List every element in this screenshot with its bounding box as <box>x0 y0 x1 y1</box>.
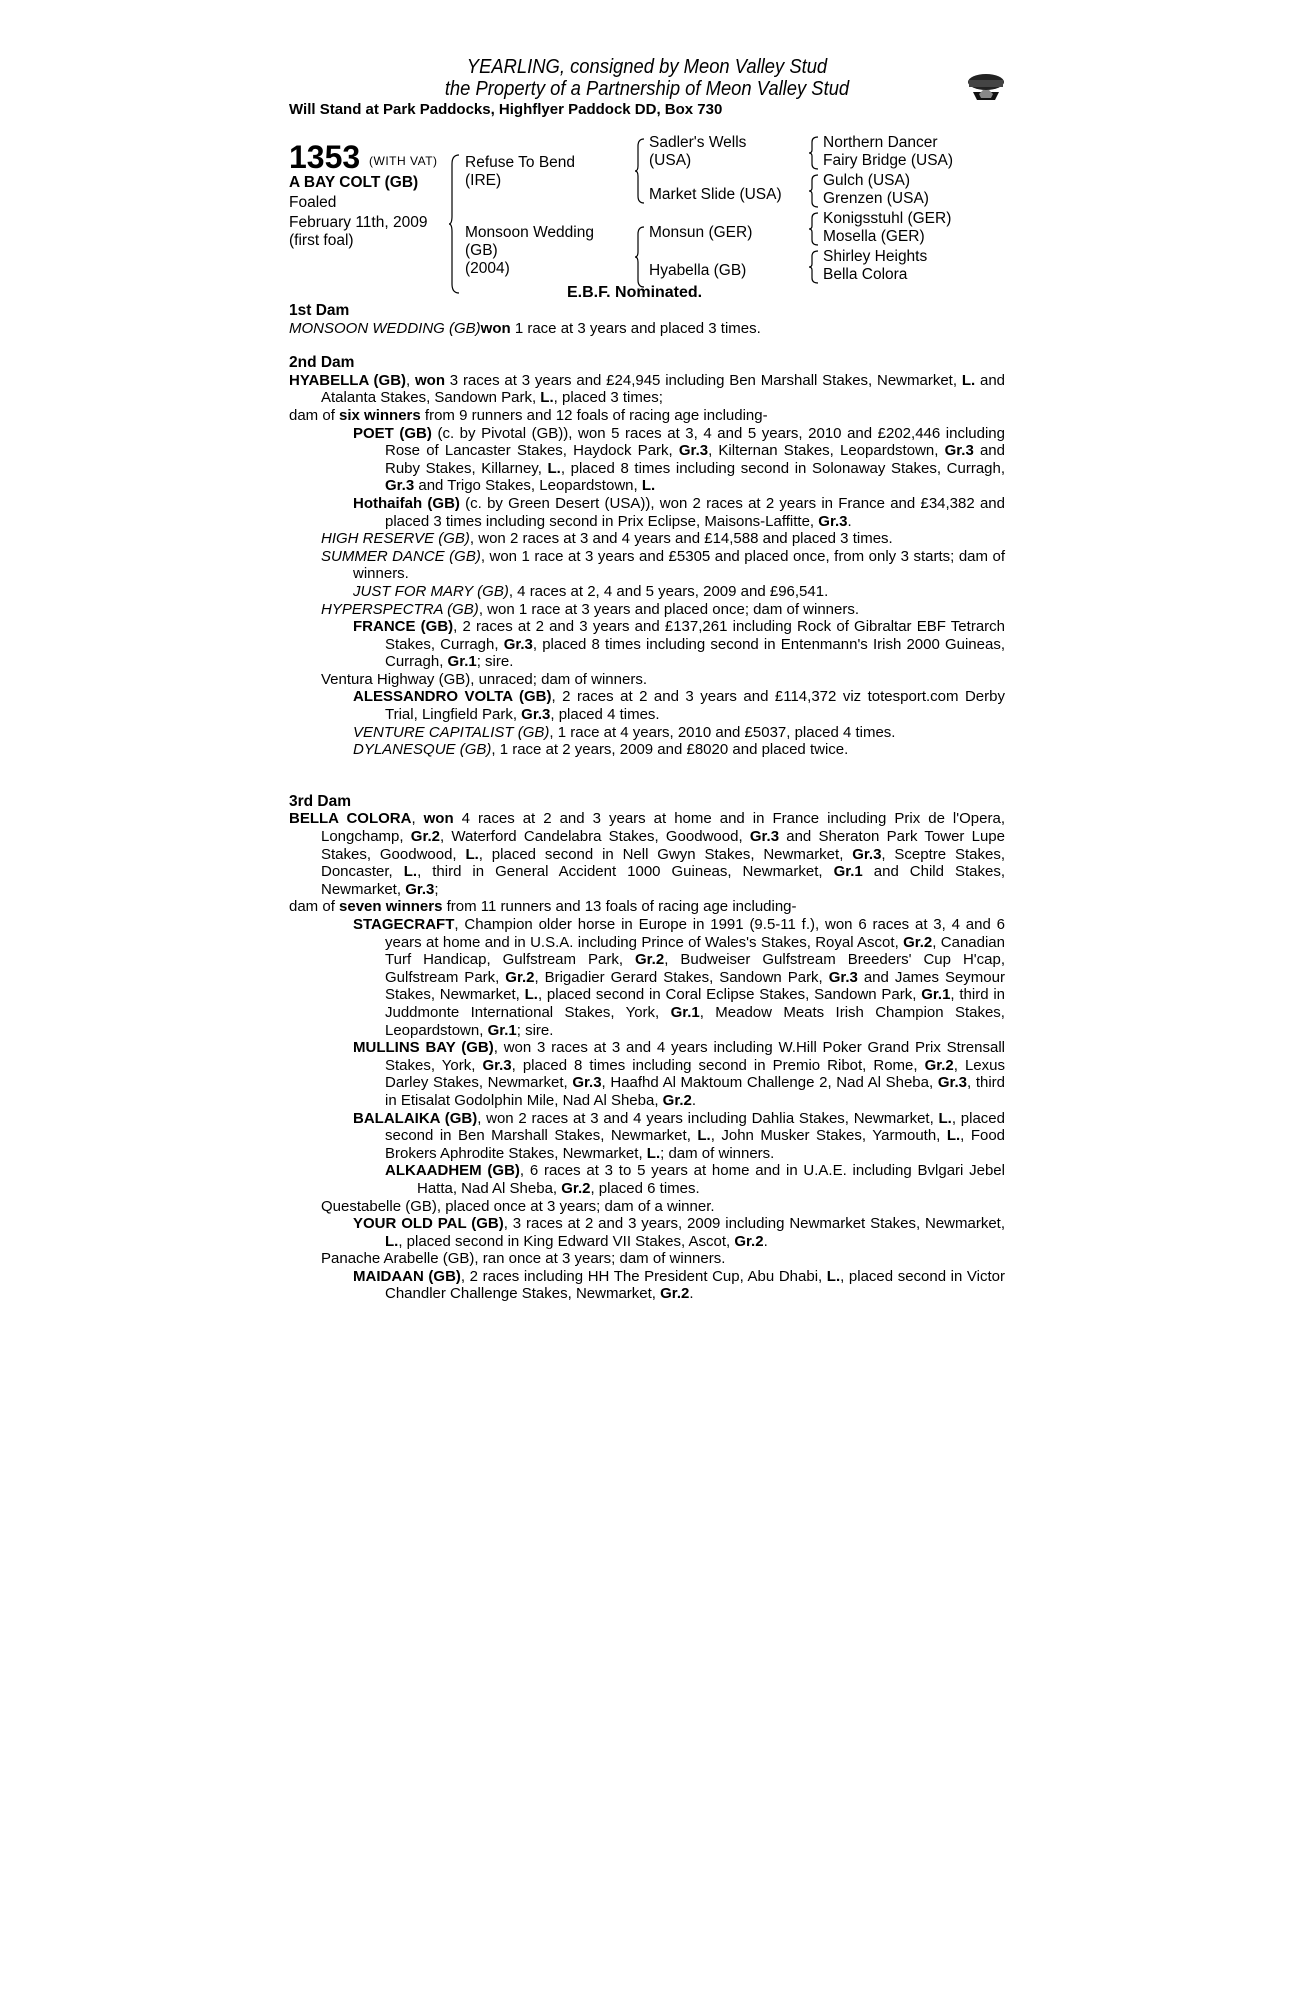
text-run: , Kilternan Stakes, Leopardstown, <box>708 442 945 460</box>
text-run: (c. by Green Desert (USA)), won 2 races at 2 years in France and £34,382 and placed 3 times including second in Prix Eclipse, Maisons-Laffitte, <box>385 494 1005 530</box>
bold-text: Hothaifah (GB) <box>353 494 460 512</box>
g3-7: Shirley Heights <box>823 248 928 265</box>
text-run: from 9 runners and 12 foals of racing age including- <box>420 406 768 424</box>
italic-text: VENTURE CAPITALIST (GB) <box>353 723 550 741</box>
text-run: , 4 races at 2, 4 and 5 years, 2009 and £96,541. <box>508 582 829 600</box>
third-dam-main: BELLA COLORA, won 4 races at 2 and 3 years at home and in France including Prix de l'Opera, Longchamp, Gr.2, Waterford Candelabra Stakes, Goodwood, Gr.3 and Sheraton Park Tower Lupe Stakes, Goodwood, L., placed second in Nell Gwyn Stakes, Newmarket, Gr.3, Sceptre Stakes, Doncaster, L., third in General Accident 1000 Guineas, Newmarket, Gr.1 and Child Stakes, Newmarket, Gr.3; <box>289 810 1005 898</box>
italic-text: MONSOON WEDDING (GB) <box>289 319 481 337</box>
text-run: and Trigo Stakes, Leopardstown, <box>414 477 642 495</box>
bold-text: Gr.2 <box>924 1056 954 1074</box>
text-run: , John Musker Stakes, Yarmouth, <box>710 1127 947 1145</box>
bold-text: L. <box>826 1267 841 1285</box>
text-run: , Lexus Darley Stakes, Newmarket, <box>385 1056 1005 1092</box>
bold-text: Gr.2 <box>635 951 665 969</box>
bold-text: Gr.3 <box>937 1074 967 1092</box>
bold-text: L. <box>540 389 554 407</box>
text-run: 3 races at 3 years and £24,945 including Ben Marshall Stakes, Newmarket, <box>445 371 962 389</box>
bold-text: L. <box>946 1127 961 1145</box>
bold-text: Gr.2 <box>660 1285 690 1303</box>
ebf-nominated: E.B.F. Nominated. <box>567 284 703 301</box>
first-dam-text <box>289 320 1005 338</box>
bold-text: Gr.2 <box>561 1179 591 1197</box>
text-run: , 2 races including HH The President Cup, Abu Dhabi, <box>460 1267 827 1285</box>
produce-alessandro <box>289 688 1005 723</box>
produce-poet <box>289 425 1005 495</box>
text-run: , Canadian Turf Handicap, Gulfstream Park, <box>385 933 1005 969</box>
text-run: , 1 race at 4 years, 2010 and £5037, placed 4 times. <box>549 723 896 741</box>
produce-just-for-mary <box>289 583 1005 601</box>
text-run: ; <box>434 880 439 898</box>
produce-your-old-pal <box>289 1215 1005 1250</box>
bold-text: BELLA COLORA <box>289 810 412 828</box>
bold-text: L. <box>646 1144 661 1162</box>
bold-text: L. <box>641 477 656 495</box>
bold-text: L. <box>524 986 538 1004</box>
text-run: , 6 races at 3 to 5 years at home and in U.A.E. including Bvlgari Jebel Hatta, Nad Al Sheba, <box>417 1162 1005 1197</box>
g3-4: Grenzen (USA) <box>823 190 929 207</box>
text-run: , placed second in Coral Eclipse Stakes, Sandown Park, <box>537 986 922 1004</box>
italic-text: JUST FOR MARY (GB) <box>353 582 509 600</box>
produce-venture <box>289 724 1005 742</box>
bold-text: Gr.1 <box>447 653 477 671</box>
bold-text: L. <box>547 459 561 477</box>
bold-text: ALESSANDRO VOLTA (GB) <box>353 688 552 706</box>
text-run: and Sheraton Park Tower Lupe Stakes, Goodwood, <box>321 828 1005 863</box>
pedigree-brace-icon <box>449 154 461 294</box>
produce-high-reserve <box>289 530 1005 548</box>
bold-text: Gr.1 <box>487 1021 517 1039</box>
g3-8: Bella Colora <box>823 266 908 283</box>
sire-brace-icon <box>635 138 645 204</box>
produce-ventura: Ventura Highway (GB), unraced; dam of winners. <box>321 670 647 688</box>
text-run: , Sceptre Stakes, Doncaster, <box>321 845 1005 881</box>
bold-text: L. <box>465 845 479 863</box>
produce-maidaan <box>289 1268 1005 1303</box>
text-run: , third in Juddmonte International Stakes, York, <box>385 986 1006 1021</box>
sire-country: (IRE) <box>465 172 502 189</box>
bold-text: won <box>480 319 511 337</box>
text-run: and Ruby Stakes, Killarney, <box>385 442 1005 477</box>
text-run: , placed 8 times including second in Entenmann's Irish 2000 Guineas, Curragh, <box>385 635 1005 671</box>
bold-text: Gr.3 <box>572 1074 602 1092</box>
bold-text: L. <box>961 371 976 389</box>
bold-text: L. <box>403 863 418 881</box>
text-run: , third in Etisalat Godolphin Mile, Nad Al Sheba, <box>385 1074 1006 1109</box>
sire-name: Refuse To Bend <box>465 154 576 171</box>
produce-panache-arabelle: Panache Arabelle (GB), ran once at 3 years; dam of winners. <box>321 1250 726 1268</box>
text-run: , won 1 race at 3 years and placed once; dam of winners. <box>478 600 860 618</box>
g3-brace-2-icon <box>809 174 819 208</box>
text-run: , placed second in Nell Gwyn Stakes, Newmarket, <box>478 845 853 863</box>
bold-text: Gr.3 <box>521 706 551 724</box>
bold-text: six winners <box>339 406 421 424</box>
consignor-logo-icon <box>965 70 1007 106</box>
pedigree-block <box>289 132 1005 302</box>
bold-text: seven winners <box>339 898 443 916</box>
text-run: and Child Stakes, Newmarket, <box>321 863 1005 898</box>
text-run: ; dam of winners. <box>660 1144 775 1162</box>
italic-text: DYLANESQUE (GB) <box>353 741 492 759</box>
bold-text: Gr.3 <box>678 442 709 460</box>
third-dam-produce <box>289 898 1005 916</box>
first-dam-heading: 1st Dam <box>289 302 350 319</box>
bold-text: Gr.3 <box>828 968 858 986</box>
text-run: (c. by Pivotal (GB)), won 5 races at 3, 4 and 5 years, 2010 and £202,446 including Rose of Lancaster Stakes, Haydock Park, <box>385 424 1005 460</box>
text-run: from 11 runners and 13 foals of racing age including- <box>442 898 797 916</box>
first-foal-note: (first foal) <box>289 232 354 249</box>
bold-text: won <box>415 371 445 389</box>
text-run: , 2 races at 2 and 3 years and £137,261 including Rock of Gibraltar EBF Tetrarch Stakes, Curragh, <box>385 618 1005 653</box>
text-run: , Budweiser Gulfstream Breeders' Cup H'cap, Gulfstream Park, <box>385 951 1006 986</box>
text-run: and James Seymour Stakes, Newmarket, <box>385 968 1005 1004</box>
g3-6: Mosella (GER) <box>823 228 925 245</box>
text-run: , Meadow Meats Irish Champion Stakes, Leopardstown, <box>385 1003 1005 1039</box>
sire-sire-country: (USA) <box>649 152 692 169</box>
sire-sire: Sadler's Wells <box>649 134 747 151</box>
bold-text: L. <box>697 1127 711 1145</box>
g3-brace-1-icon <box>809 136 819 170</box>
bold-text: Gr.1 <box>921 986 951 1004</box>
bold-text: FRANCE (GB) <box>353 618 454 636</box>
bold-text: POET (GB) <box>353 424 432 442</box>
text-run: , placed second in Victor Chandler Challenge Stakes, Newmarket, <box>385 1267 1006 1303</box>
bold-text: HYABELLA (GB) <box>289 371 407 389</box>
bold-text: ALKAADHEM (GB) <box>385 1162 520 1180</box>
bold-text: Gr.3 <box>385 477 415 495</box>
g3-brace-3-icon <box>809 212 819 246</box>
text-run: , Champion older horse in Europe in 1991 (9.5-11 f.), won 6 races at 3, 4 and 6 years at home and in U.S.A. including Prince of Wales's Stakes, Royal Ascot, <box>385 916 1005 951</box>
text-run: , placed second in King Edward VII Stakes, Ascot, <box>398 1232 735 1250</box>
text-run: , placed 8 times including second in Premio Ribot, Rome, <box>511 1056 925 1074</box>
text-run: dam of <box>289 898 340 916</box>
second-dam-heading: 2nd Dam <box>289 354 355 372</box>
text-run: and Atalanta Stakes, Sandown Park, <box>321 371 1005 407</box>
produce-alkaadhem <box>321 1162 1005 1197</box>
foaled-label: Foaled <box>289 194 337 211</box>
text-run: , won 2 races at 3 and 4 years including Dahlia Stakes, Newmarket, <box>477 1109 939 1127</box>
italic-text: SUMMER DANCE (GB) <box>321 547 481 565</box>
g3-3: Gulch (USA) <box>823 172 910 189</box>
bold-text: Gr.3 <box>944 442 974 460</box>
foaled-date: February 11th, 2009 <box>289 214 428 231</box>
produce-dylanesque <box>289 741 1005 759</box>
text-run: , won 1 race at 3 years and £5305 and placed once, from only 3 starts; dam of winners. <box>353 547 1005 583</box>
text-run: . <box>691 1091 697 1109</box>
text-run: ; sire. <box>516 1021 554 1039</box>
bold-text: Gr.2 <box>734 1232 764 1250</box>
vat-label: (WITH VAT) <box>369 154 438 168</box>
sire-dam: Market Slide (USA) <box>649 186 782 203</box>
third-dam-heading: 3rd Dam <box>289 792 352 810</box>
g3-2: Fairy Bridge (USA) <box>823 152 954 169</box>
text-run: , 3 races at 2 and 3 years, 2009 including Newmarket Stakes, Newmarket, <box>503 1215 1005 1233</box>
header-line-2: the Property of a Partnership of Meon Valley Stud <box>444 78 850 100</box>
catalogue-page <box>289 56 1005 1303</box>
bold-text: MULLINS BAY (GB) <box>353 1039 494 1057</box>
text-run: 4 races at 2 and 3 years at home and in France including Prix de l'Opera, Longchamp, <box>321 810 1005 846</box>
produce-mullins-bay <box>289 1039 1005 1109</box>
text-run: dam of <box>289 406 340 424</box>
bold-text: MAIDAAN (GB) <box>353 1267 461 1285</box>
bold-text: Gr.3 <box>482 1056 512 1074</box>
text-run: , won 3 races at 3 and 4 years including W.Hill Poker Grand Prix Strensall Stakes, York, <box>385 1039 1005 1074</box>
text-run: , placed second in Ben Marshall Stakes, Newmarket, <box>385 1109 1005 1145</box>
bold-text: Gr.3 <box>852 845 882 863</box>
lot-name: A BAY COLT (GB) <box>289 174 419 191</box>
bold-text: Gr.3 <box>749 828 780 846</box>
produce-stagecraft <box>289 916 1005 1039</box>
text-run: , placed 4 times. <box>550 706 660 724</box>
text-run: , placed 3 times; <box>553 389 663 407</box>
bold-text: Gr.3 <box>818 512 848 530</box>
bold-text: Gr.1 <box>670 1003 700 1021</box>
text-run: ; sire. <box>476 653 514 671</box>
produce-summer-dance <box>289 548 1005 583</box>
stand-location: Will Stand at Park Paddocks, Highflyer Paddock DD, Box 730 <box>289 101 723 118</box>
lot-number: 1353 <box>289 139 361 175</box>
bold-text: Gr.3 <box>503 635 533 653</box>
g3-5: Konigsstuhl (GER) <box>823 210 952 227</box>
text-run: , Waterford Candelabra Stakes, Goodwood, <box>439 828 750 846</box>
bold-text: L. <box>938 1109 952 1127</box>
text-run: , third in General Accident 1000 Guineas, Newmarket, <box>417 863 834 881</box>
bold-text: STAGECRAFT <box>353 916 455 933</box>
text-run: , Haafhd Al Maktoum Challenge 2, Nad Al Sheba, <box>601 1074 938 1092</box>
dam-dam: Hyabella (GB) <box>649 262 747 279</box>
italic-text: HIGH RESERVE (GB) <box>321 530 470 548</box>
bold-text: BALALAIKA (GB) <box>353 1109 478 1127</box>
text-run: , won 2 races at 3 and 4 years and £14,588 and placed 3 times. <box>469 530 893 548</box>
bold-text: Gr.1 <box>833 863 863 881</box>
dam-sire: Monsun (GER) <box>649 224 753 241</box>
text-run: , 2 races at 2 and 3 years and £114,372 viz totesport.com Derby Trial, Lingfield Park, <box>385 688 1005 724</box>
bold-text: Gr.2 <box>903 933 933 951</box>
header-line-1: YEARLING, consigned by Meon Valley Stud <box>466 56 828 78</box>
g3-brace-4-icon <box>809 250 819 284</box>
header <box>289 56 1005 120</box>
produce-hothaifah: Hothaifah (GB) (c. by Green Desert (USA)), won 2 races at 2 years in France and £34,382 and placed 3 times including second in Prix Eclipse, Maisons-Laffitte, Gr.3. <box>353 494 1005 530</box>
bold-text: Gr.3 <box>405 880 435 898</box>
text-run: , Food Brokers Aphrodite Stakes, Newmarket, <box>385 1127 1006 1162</box>
bold-text: YOUR OLD PAL (GB) <box>353 1215 504 1233</box>
text-run: . <box>763 1232 768 1250</box>
produce-hyperspectra <box>289 601 1005 619</box>
first-dam-section <box>289 302 1005 337</box>
produce-balalaika <box>289 1110 1005 1163</box>
second-dam-section <box>289 354 1005 759</box>
dam-brace-icon <box>635 226 645 288</box>
g3-1: Northern Dancer <box>823 134 938 151</box>
bold-text: Gr.2 <box>410 828 440 846</box>
text-run: 1 race at 3 years and placed 3 times. <box>510 319 761 337</box>
second-dam-produce <box>289 407 1005 425</box>
text-run: , Brigadier Gerard Stakes, Sandown Park, <box>534 968 829 986</box>
dam-name: Monsoon Wedding <box>465 224 594 241</box>
text-run: , 1 race at 2 years, 2009 and £8020 and placed twice. <box>491 741 849 759</box>
italic-text: HYPERSPECTRA (GB) <box>321 600 479 618</box>
dam-country: (GB) <box>465 242 498 259</box>
second-dam-main: HYABELLA (GB), won 3 races at 3 years and £24,945 including Ben Marshall Stakes, Newmarket, L. and Atalanta Stakes, Sandown Park, L., placed 3 times; <box>289 371 1005 407</box>
text-run: , placed 6 times. <box>590 1179 700 1197</box>
produce-questabelle: Questabelle (GB), placed once at 3 years; dam of a winner. <box>321 1197 715 1215</box>
third-dam-section <box>289 793 1005 1303</box>
bold-text: Gr.2 <box>662 1091 692 1109</box>
bold-text: L. <box>385 1232 399 1250</box>
text-run: , placed 8 times including second in Solonaway Stakes, Curragh, <box>560 459 1006 477</box>
bold-text: won <box>423 810 454 828</box>
dam-year: (2004) <box>465 260 510 277</box>
bold-text: Gr.2 <box>505 968 535 986</box>
text-run: . <box>689 1285 694 1303</box>
produce-france <box>289 618 1005 671</box>
